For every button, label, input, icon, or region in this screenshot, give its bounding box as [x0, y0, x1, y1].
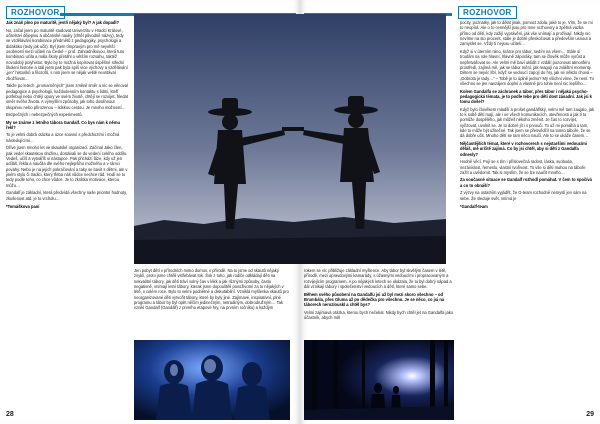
- footnote: *Gandalf-team: [460, 203, 488, 209]
- page-number: 29: [586, 411, 594, 418]
- photo-night-forest: [304, 340, 454, 420]
- paragraph: Z výzvy na ostatním vyjádřit, že G-team rozhodně nemyslí jen sám na sebe. Že sleduje svět, vnímá je: [460, 190, 587, 201]
- paragraph: Velmi zajímavá otázka, kterou bych nečekal. Nikdy bych chtěl jet na Gandalfa jako účastník, abych měl: [304, 309, 454, 321]
- interview-question: Během svého působení na Gandalfu jsi už byl mezi skoro všechno – od Brumbála, přes Gluma až po dědečka pro všechno. Je se něco, co jsi na táborech nerozlouskl a chtěl bys?: [304, 291, 445, 308]
- paragraph: Bezpečných i nebezpečných experimentů.: [6, 112, 83, 118]
- interview-question: Za současné situace se Gandalf rozhodl pomáhat. V čem to spočívá a co to obnáší?: [460, 177, 592, 188]
- cowboy-scene: [134, 14, 446, 264]
- interview-question: My se známe z letního tábora Gandalf. Co bys nám k němu řekl?: [6, 119, 120, 130]
- interview-question: Jak znáš plno po maturitě, jestli nějaký byl? A jak dopadl?: [6, 20, 119, 25]
- interview-question: Nějčastějších témat, které v rozhovorech s nejstaršími vedoucími děláš, mě určitě zajímá. Co by jsi chtěl, aby si děti z Gandalfa odnesly?: [460, 140, 587, 157]
- paragraph: Když bylo člověkem mladší a prošel gandálfský, velmi mě tam zaujalo, jak to k sobě děti mají, ale i ve všech komunikacích, otevřenosti a jak ti to pomůže dospělého, jak můžeš někoho změnit. Je čas to rozvíjet, vyřizovat, uvolnit se. Je to dobré jít i s prvouči. To už mi pomáhá a tam, kde to může být užitečné. Tak jsem se přesvědčil na tomto táboře, že se dá dobře učit. Mnoho dětí se tam něco naučí. Ale to se ukáže časem…: [460, 106, 594, 139]
- paragraph: Dříve jsem mnoho let ve skautské organizaci. Začínal Jako člen, pak vedel skautskou družinu, dostávali se do vedení celého oddílu. Vedeš, učíš a vytváříš si nástupce. Pak přichází fáze, kdy už jen udíláš, řekla a naučila dle svého nejlepšího možného a v rámci povahy. Nebo je na jejich pokračování a taky se bavit s dětmi, ale v jiném stylu či tradici, který třeba náš vůdce nechce rád. Hodí se to tedy podle toho, co chce vůdce. Je to zkrátka motivace, kterou můžu…: [6, 145, 128, 188]
- interview-question: Kolem Gandalfa se záchranek a tábor, přes tábor i nějaká psycho-pedagogická témata, je to podle tebe pro děti dost zásadní. Jak jsi k tomu došel?: [460, 88, 592, 105]
- flashlight-scene: [134, 340, 290, 420]
- section-tag: ROZHOVOR: [458, 6, 517, 19]
- paragraph: Takže po letech „promarněných“ jsem změnil směr a víc se věnoval pedagogice a psychologii, každodenním kontaktu s lidmi, kteří potřebují nebo chtějí opory ve svém životě, chtějí se rozvíjet, hledat směr svého života. A výmyšlím způsoby, jak toho dosáhnout skupinou nebo přirozenou – lidskou cestou. Je mnoho možností…: [6, 83, 128, 110]
- paragraph: rokem se víc přibližuje základní myšlence. Aby tábor byl skvělým časem v létě, přírodě, mezi opravdovými kamarády, s úžasnými vedoucími i propracovaným a rozvijejícím programem. A po nějakých letech se ukázala, že to byl dobrý nápad a dál vznikají tábory i společenství vedoucích a dětí, které samo sebe.: [304, 268, 452, 290]
- paragraph: No, začal jsem po maturitě studovat Univerzitu v Hradci Králové, učitelství dějepisu a občanské nauky (chtěl původně názvy), tedy ve vzdělávání kombinace předmětů z pedagogiky, psychologii a didaktiku (tedy jak učit). Byl jsem tímpravým pro mě největší osobností mezi učiteli na České – prof. Zahradníkovou, která tuto kombinaci učila a mála školy přetáhl o větším rozsahu, taktéž novodobý polyhistor. Bylo by to možná kopírovat úspěšné střední školení historie a stál jsem pak byla spíš více výchovy a vzdělávání „jen“ historiků a filozofů, s nim jsem se nějak velitě neostával zbožňovat…: [6, 27, 128, 81]
- footnote: *Tomáškova paní: [6, 203, 40, 209]
- section-tag: ROZHOVOR: [6, 6, 65, 19]
- paragraph: Jen pobyt dětí v přírodních mimo domov, v přírodě. Na to jsme od skautů nějaký zvyklí, proto jsme chtěli vstřebávat tok. Šok z toho, jak rodiče odkládají děti na nekvalitní tábory, jak děti tráví volný čas v lékk a jak různými způsoby, často negativně, vnímají letní tábory, kterak jsme dopouštěli povoživotní za to nějakých v létě, v celém roce. Bylo to velmi podnětné a diskutabilní. Vznikla myšlenka skautů pro neorganizované děti vytvořit tábory, které by byly jiné. Zajímavé, inspirativní, plné programu a tábor by byl opět něčím jedinečným, netradiným, dobrodružným… Tak vznikl Gandalf (Gandálf) z prvního etapové hry, na prvním ročníku) a každým: [134, 268, 289, 311]
- text-column-1: [6, 20, 128, 412]
- paragraph: Gandalf je základní, která předvídá všechny naše prioritní hodnoty, zkušenost atd. je to vrcholu…: [6, 190, 127, 201]
- page-number: 28: [6, 411, 14, 418]
- forest-scene: [304, 340, 454, 420]
- paragraph: To je velmi dobrá otázka a úzce souvisí s předchozími i možná následujícími…: [6, 132, 120, 143]
- photo-blue-flashlight-group: [134, 340, 290, 420]
- text-column-4: [460, 20, 594, 412]
- photo-cowboy-silhouettes: [134, 14, 446, 264]
- paragraph: pocity, poznatky, jak to dělat jinak, pomoct zdola, jaké to je. Vím, že se mi to neopírá. Ale o to cennější jsou pro mne rozhovory a zpětná vazba přímo od dětí, kdy zažijí vyprávění, jak vše vnímají a prožívají. Nikdy nic nevíme na sto procent, stále je dobré přeskočovat a především usnout a zamyslet se. Vždy ti nejsou učiteli…: [460, 20, 593, 47]
- paragraph: Hodně věcí. Pojí se s tím i příslovečná radost, láska, svoboda, nezávislost, řemeslo, vlastní tvořivost. To vše si děti mohou na táboře zažít a uvědomit. Tak si myslím, že se lze naučit mnoho…: [460, 159, 586, 175]
- paragraph: Když si v úterním ráno, krátce pro tábor, sedím na všem… Stále si troufám na role hlavní, hlavně záporáky, tam se člověk může vyrůst a nepřetvářovat se. Ale velmi mě baví uklidit z vzdálí pozorovat atmosféru prostředí, zajímá mě, jak se tábor mění, jak reagují na zvláštní momenty. Dětem se nejvíc líbí, když se vedoucí zapojí do hry, jak se někdo chová – „Dobrota je tady…“ – Tobě je to úplně jedno? My všichni víme, že není. To všechno se jen navzájem doplní a vlastně pro tohle není nic lepšího…: [460, 48, 594, 86]
